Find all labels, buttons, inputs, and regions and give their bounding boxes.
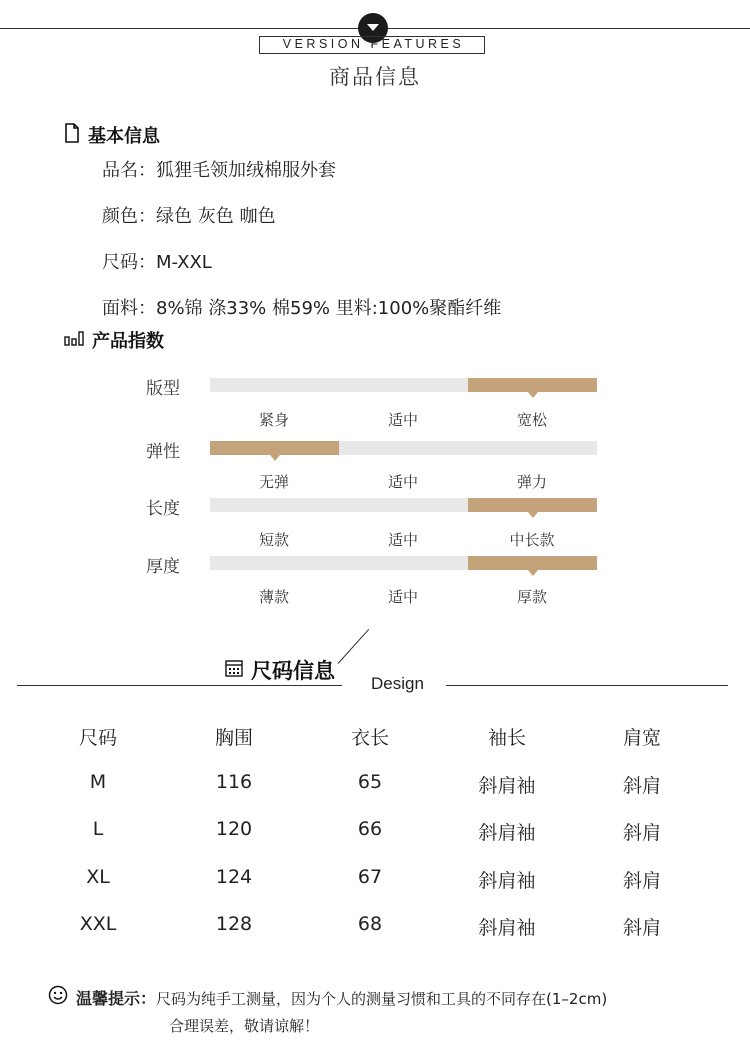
size-table-header: 尺码 xyxy=(78,727,117,749)
info-row-fabric: 面料：8%锦 涤33% 棉59% 里料:100%聚酯纤维 xyxy=(102,298,502,319)
index-option: 无弹 xyxy=(258,473,289,491)
index-option: 厚款 xyxy=(516,588,547,606)
size-divider-right xyxy=(446,685,728,686)
size-table-cell: L xyxy=(92,818,104,840)
size-table-cell: 斜肩袖 xyxy=(478,917,536,939)
index-bar-thickness xyxy=(210,556,597,570)
size-info-title: 尺码信息 xyxy=(251,659,335,683)
index-option: 短款 xyxy=(258,531,289,549)
product-index-heading xyxy=(64,327,164,353)
size-table-cell: 斜肩袖 xyxy=(478,822,536,844)
basic-info-heading xyxy=(64,122,160,148)
info-row-color: 颜色：绿色 灰色 咖色 xyxy=(102,206,276,227)
index-option: 紧身 xyxy=(258,411,289,429)
size-table-cell: 124 xyxy=(215,866,253,888)
index-bar-fill xyxy=(468,378,597,392)
size-divider-slash xyxy=(338,629,370,664)
calendar-grid-icon xyxy=(225,659,243,682)
info-row-size: 尺码：M-XXL xyxy=(102,252,212,273)
product-index-title: 产品指数 xyxy=(92,331,164,352)
index-option: 适中 xyxy=(387,531,418,549)
index-label-fit: 版型 xyxy=(146,379,180,399)
version-features-label: VERSION FEATURES xyxy=(259,36,485,54)
size-table-cell: M xyxy=(89,771,107,793)
index-option: 适中 xyxy=(387,473,418,491)
index-label-thickness: 厚度 xyxy=(146,557,180,577)
size-table-cell: XXL xyxy=(79,913,117,935)
size-table-cell: 65 xyxy=(357,771,383,793)
design-label: Design xyxy=(371,674,424,693)
size-table-cell: 斜肩 xyxy=(622,822,661,844)
tip-text-line2: 合理误差，敬请谅解！ xyxy=(169,1017,320,1035)
document-icon xyxy=(64,123,80,148)
size-table-header: 胸围 xyxy=(214,727,253,749)
size-table-cell: 68 xyxy=(357,913,383,935)
size-table-cell: 斜肩 xyxy=(622,870,661,892)
index-option: 宽松 xyxy=(516,411,547,429)
index-bar-elasticity xyxy=(210,441,597,455)
size-table-cell: 120 xyxy=(215,818,253,840)
index-option: 薄款 xyxy=(258,588,289,606)
size-table-cell: 116 xyxy=(215,771,253,793)
size-table-header: 衣长 xyxy=(350,727,389,749)
index-bar-fill xyxy=(210,441,339,455)
size-table-cell: 66 xyxy=(357,818,383,840)
tip-label: 温馨提示： xyxy=(76,989,157,1008)
size-table-cell: 67 xyxy=(357,866,383,888)
size-table-cell: 斜肩袖 xyxy=(478,870,536,892)
warm-tip xyxy=(48,985,607,1039)
index-bar-fit xyxy=(210,378,597,392)
info-row-name: 品名：狐狸毛领加绒棉服外套 xyxy=(102,160,336,181)
page-title: 商品信息 xyxy=(329,65,421,89)
size-info-heading xyxy=(225,655,335,685)
size-table-cell: XL xyxy=(86,866,110,888)
index-label-elasticity: 弹性 xyxy=(146,442,180,462)
size-table-cell: 斜肩 xyxy=(622,917,661,939)
size-divider-left xyxy=(17,685,342,686)
index-option: 适中 xyxy=(387,411,418,429)
tip-text-line1: 尺码为纯手工测量，因为个人的测量习惯和工具的不同存在(1–2cm) xyxy=(156,990,608,1008)
index-option: 弹力 xyxy=(516,473,547,491)
size-table-cell: 斜肩袖 xyxy=(478,775,536,797)
size-table-cell: 斜肩 xyxy=(622,775,661,797)
basic-info-title: 基本信息 xyxy=(88,126,160,147)
index-option: 中长款 xyxy=(509,531,555,549)
bar-chart-icon xyxy=(64,330,84,351)
smiley-icon xyxy=(48,985,68,1013)
index-label-length: 长度 xyxy=(146,499,180,519)
index-bar-length xyxy=(210,498,597,512)
size-table-cell: 128 xyxy=(215,913,253,935)
size-table-header: 肩宽 xyxy=(622,727,661,749)
index-option: 适中 xyxy=(387,588,418,606)
size-table-header: 袖长 xyxy=(487,727,526,749)
index-bar-fill xyxy=(468,498,597,512)
index-bar-fill xyxy=(468,556,597,570)
